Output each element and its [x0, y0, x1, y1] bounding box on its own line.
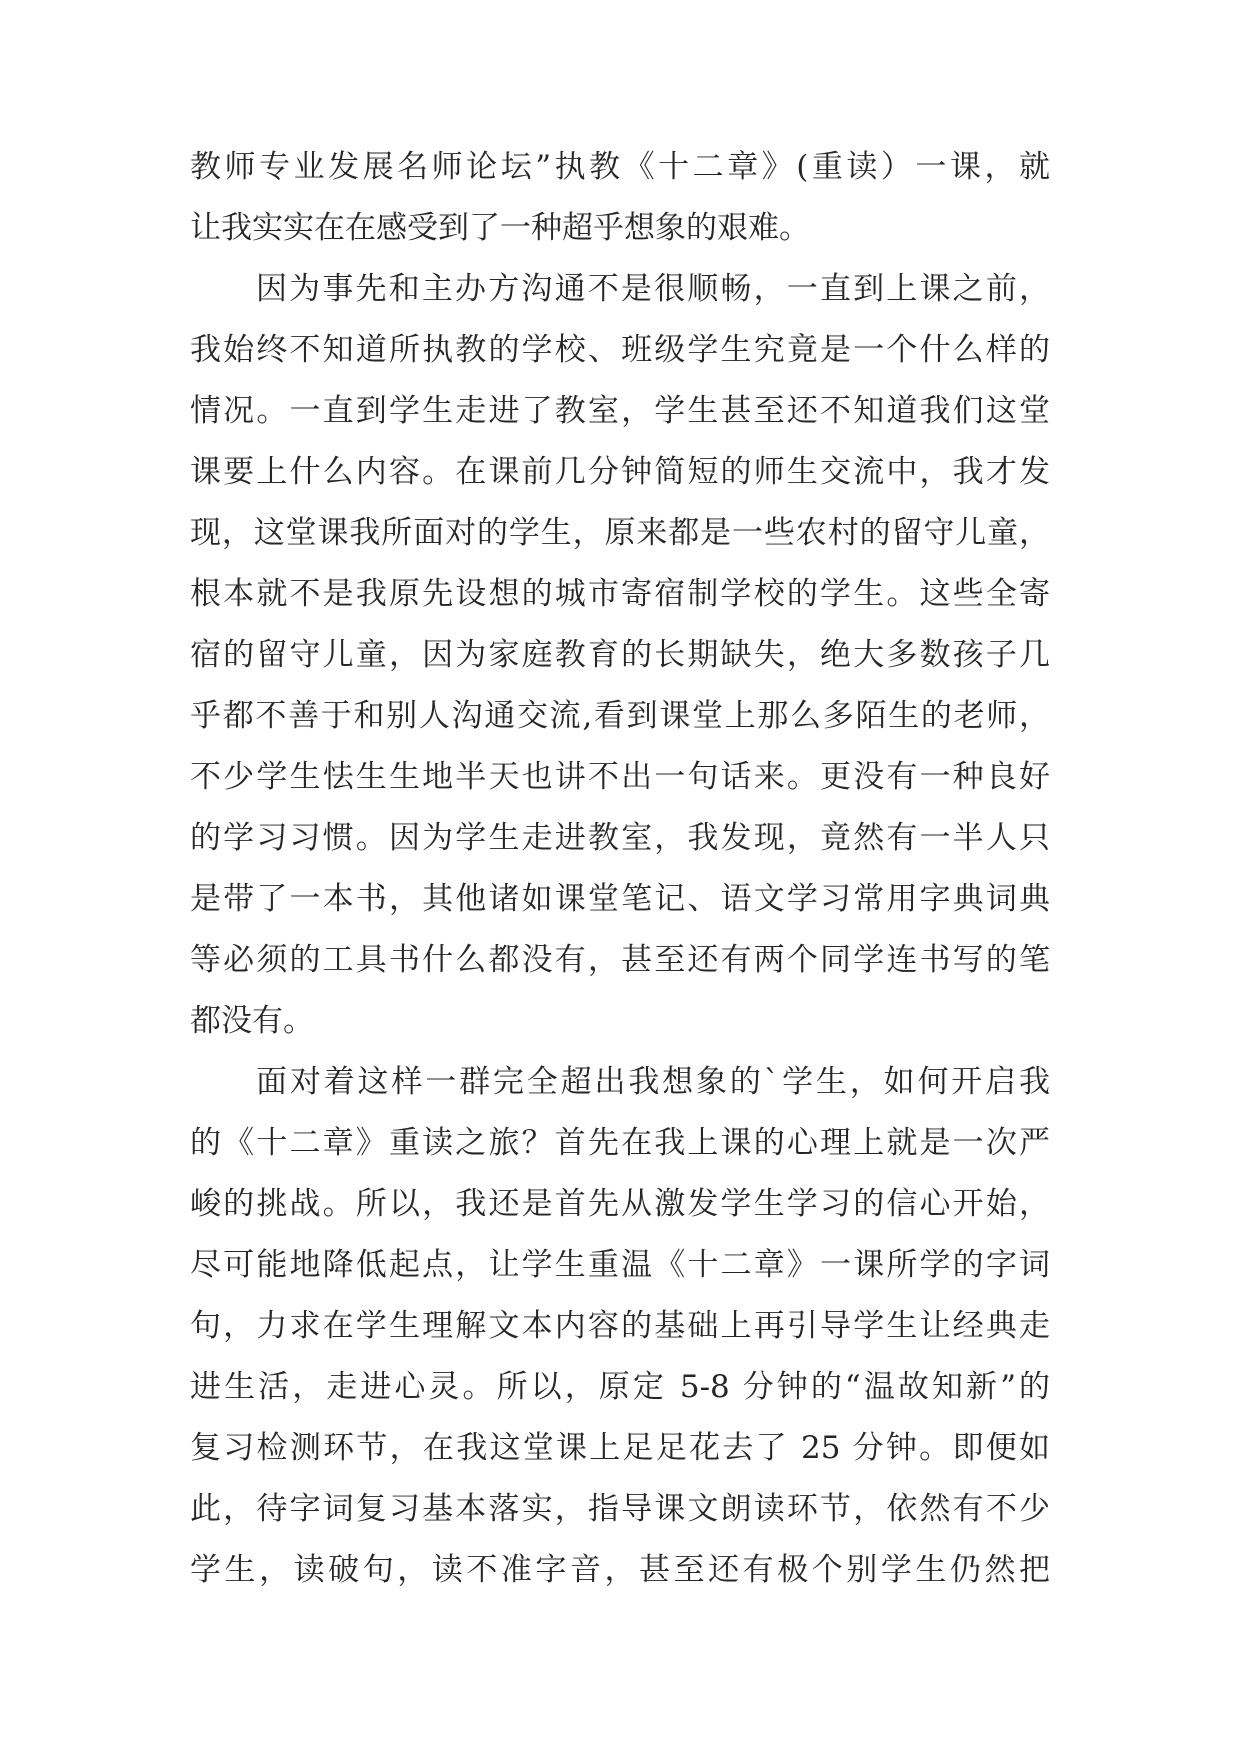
paragraph-line: 是带了一本书，其他诸如课堂笔记、语文学习常用字典词典	[190, 881, 1050, 917]
paragraph-line: 句，力求在学生理解文本内容的基础上再引导学生让经典走	[190, 1308, 1050, 1344]
paragraph-line: 课要上什么内容。在课前几分钟简短的师生交流中，我才发	[190, 454, 1050, 490]
paragraph-line: 进生活，走进心灵。所以，原定 5-8 分钟的“温故知新”的	[190, 1369, 1050, 1405]
paragraph-line: 教师专业发展名师论坛”执教《十二章》(重读）一课，就	[190, 149, 1050, 185]
paragraph-line: 此，待字词复习基本落实，指导课文朗读环节，依然有不少	[190, 1491, 1050, 1527]
paragraph-line: 因为事先和主办方沟通不是很顺畅，一直到上课之前，	[256, 271, 1050, 307]
paragraph-line: 都没有。	[190, 1003, 314, 1039]
paragraph-line: 情况。一直到学生走进了教室，学生甚至还不知道我们这堂	[190, 393, 1050, 429]
paragraph-line: 等必须的工具书什么都没有，甚至还有两个同学连书写的笔	[190, 942, 1050, 978]
paragraph-line: 尽可能地降低起点，让学生重温《十二章》一课所学的字词	[190, 1247, 1050, 1283]
paragraph-line: 根本就不是我原先设想的城市寄宿制学校的学生。这些全寄	[190, 576, 1050, 612]
paragraph-line: 乎都不善于和别人沟通交流,看到课堂上那么多陌生的老师，	[190, 698, 1050, 734]
paragraph-line: 的《十二章》重读之旅？首先在我上课的心理上就是一次严	[190, 1125, 1050, 1161]
paragraph-line: 宿的留守儿童，因为家庭教育的长期缺失，绝大多数孩子几	[190, 637, 1050, 673]
paragraph-line: 学生，读破句，读不准字音，甚至还有极个别学生仍然把	[190, 1552, 1050, 1588]
paragraph-line: 的学习习惯。因为学生走进教室，我发现，竟然有一半人只	[190, 820, 1050, 856]
paragraph-line: 不少学生怯生生地半天也讲不出一句话来。更没有一种良好	[190, 759, 1050, 795]
paragraph-line: 面对着这样一群完全超出我想象的`学生，如何开启我	[256, 1064, 1050, 1100]
paragraph-line: 复习检测环节，在我这堂课上足足花去了 25 分钟。即便如	[190, 1430, 1050, 1466]
paragraph-line: 现，这堂课我所面对的学生，原来都是一些农村的留守儿童，	[190, 515, 1050, 551]
paragraph-line: 我始终不知道所执教的学校、班级学生究竟是一个什么样的	[190, 332, 1050, 368]
paragraph-line: 让我实实在在感受到了一种超乎想象的艰难。	[190, 210, 810, 246]
paragraph-line: 峻的挑战。所以，我还是首先从激发学生学习的信心开始，	[190, 1186, 1050, 1222]
